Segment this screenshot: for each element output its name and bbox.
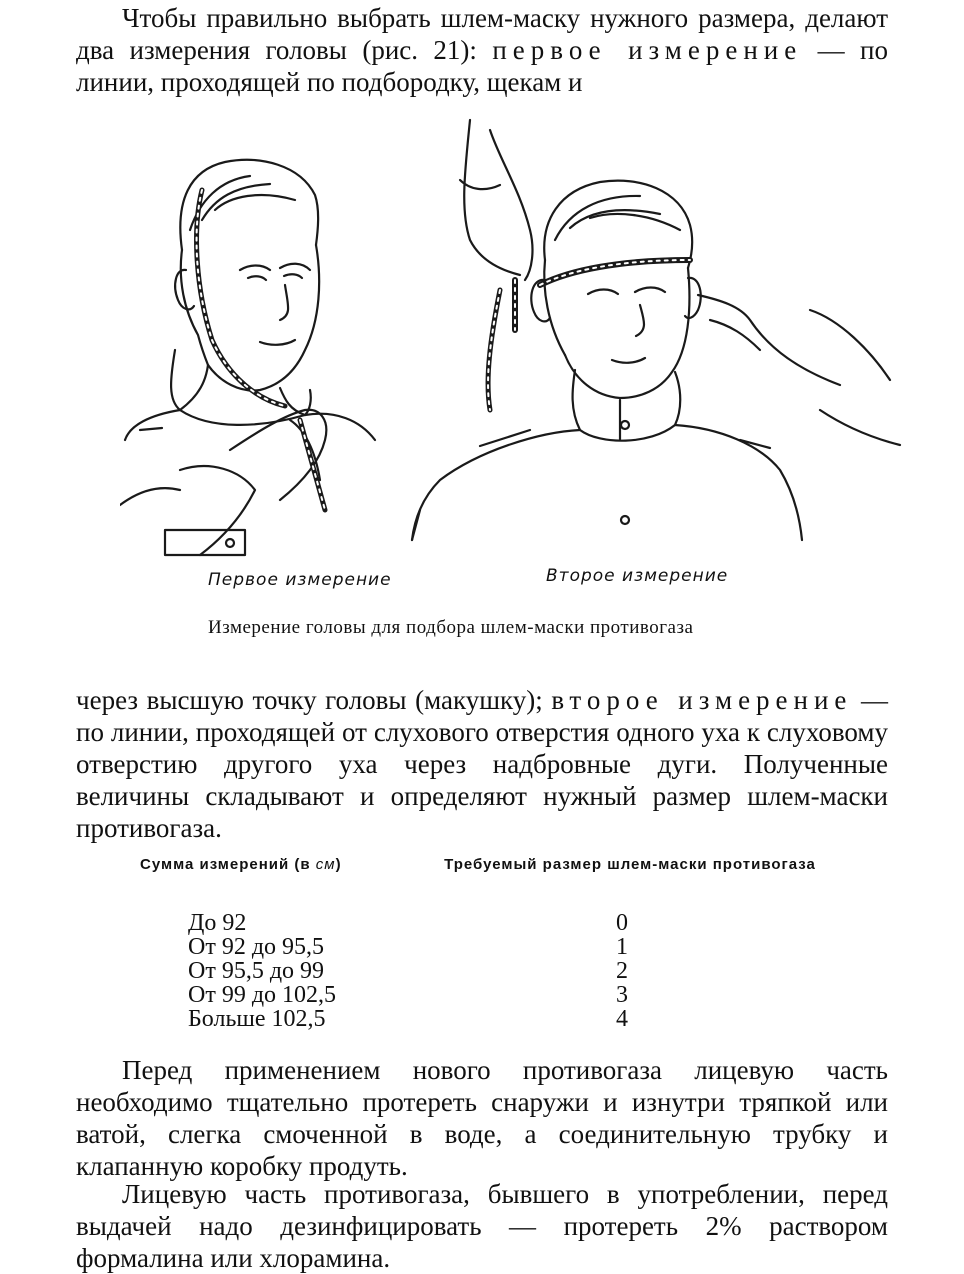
figure-right-caption: Второе измерение xyxy=(546,566,729,586)
left-figure-drawing xyxy=(120,160,375,555)
right-figure-drawing xyxy=(412,120,900,540)
paragraph-middle xyxy=(76,684,888,844)
table-row-range: Больше 102,5 xyxy=(188,1006,326,1032)
table-header-unit: см xyxy=(315,856,336,873)
table-header-sum xyxy=(140,856,342,873)
paragraph-top-text-2: — по линии, проходящей по подбородку, щекам и xyxy=(76,35,888,97)
paragraph-bottom-2: Лицевую часть противогаза, бывшего в употреблении, перед выдачей надо дезинфицировать — протереть 2% раствором формалина или хлорамина. xyxy=(76,1179,888,1273)
figure-left-caption: Первое измерение xyxy=(208,570,392,590)
table-header-sum-end: ) xyxy=(335,856,342,873)
table-header-size: Требуемый размер шлем-маски противогаза xyxy=(444,856,816,873)
table-row-size: 2 xyxy=(616,958,628,984)
paragraph-bottom-1: Перед применением нового противогаза лицевую часть необходимо тщательно протереть снаружи и изнутри тряпкой или ватой, слегка смоченной в воде, а соединительную трубку и клапанную коробку продуть. xyxy=(76,1055,888,1181)
paragraph-middle-text-2: — по линии, проходящей от слухового отверстия одного уха к слуховому отверстию другого уха через надбровные дуги. Полученные величины складывают и определяют нужный размер шлем-маски противогаза. xyxy=(76,685,888,843)
paragraph-top xyxy=(76,2,888,98)
table-row-range: От 99 до 102,5 xyxy=(188,982,337,1008)
paragraph-middle-spaced: второе измерение xyxy=(551,685,853,715)
paragraph-top-spaced: первое измерение xyxy=(492,35,803,65)
figure-head-measurement xyxy=(120,110,910,600)
table-row-range: От 95,5 до 99 xyxy=(188,958,325,984)
paragraph-middle-text-1: через высшую точку головы (макушку); xyxy=(76,685,552,715)
paragraph-top-text-1: Чтобы правильно выбрать шлем-маску нужного размера, делают два измерения головы (рис. 21): xyxy=(76,3,888,65)
table-row-range: От 92 до 95,5 xyxy=(188,934,325,960)
table-header-sum-text: Сумма измерений (в xyxy=(140,856,316,873)
illustration-svg xyxy=(120,110,910,600)
table-row-range: До 92 xyxy=(188,910,247,936)
table-row-size: 3 xyxy=(616,982,628,1008)
table-row-size: 0 xyxy=(616,910,628,936)
table-row-size: 4 xyxy=(616,1006,628,1032)
figure-main-caption: Измерение головы для подбора шлем-маски противогаза xyxy=(208,617,694,638)
table-row-size: 1 xyxy=(616,934,628,960)
